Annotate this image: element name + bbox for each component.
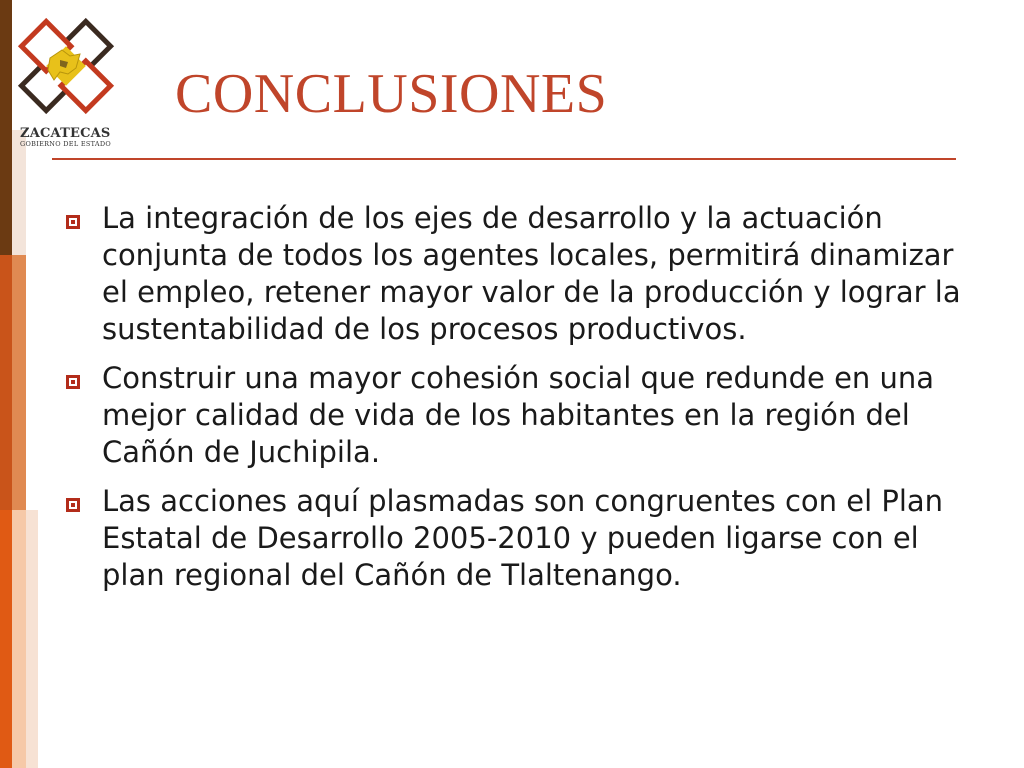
bullet-item: [66, 360, 976, 471]
bullet-text: Las acciones aquí plasmadas son congruentes con el Plan Estatal de Desarrollo 2005-2010 y pueden ligarse con el plan regional del Cañón de Tlaltenango.: [102, 484, 944, 592]
title-underline: [52, 158, 956, 160]
bullet-item: [66, 483, 976, 594]
bullet-list: [66, 200, 976, 606]
square-bullet-icon: [66, 215, 80, 229]
square-bullet-icon: [66, 375, 80, 389]
logo-subtitle: GOBIERNO DEL ESTADO: [20, 140, 112, 148]
zacatecas-emblem-icon: [10, 10, 122, 122]
left-accent-bar-tertiary: [26, 130, 38, 768]
slide-title: CONCLUSIONES: [175, 63, 608, 125]
square-bullet-icon: [66, 498, 80, 512]
logo-wordmark: ZACATECAS: [20, 126, 111, 141]
bullet-text: Construir una mayor cohesión social que redunde en una mejor calidad de vida de los habitantes en la región del Cañón de Juchipila.: [102, 361, 935, 469]
bullet-item: [66, 200, 976, 348]
zacatecas-logo: [10, 10, 122, 148]
bullet-text: La integración de los ejes de desarrollo y la actuación conjunta de todos los agentes locales, permitirá dinamizar el empleo, retener mayor valor de la producción y lograr la sustentabilidad de los procesos productivos.: [102, 201, 961, 346]
